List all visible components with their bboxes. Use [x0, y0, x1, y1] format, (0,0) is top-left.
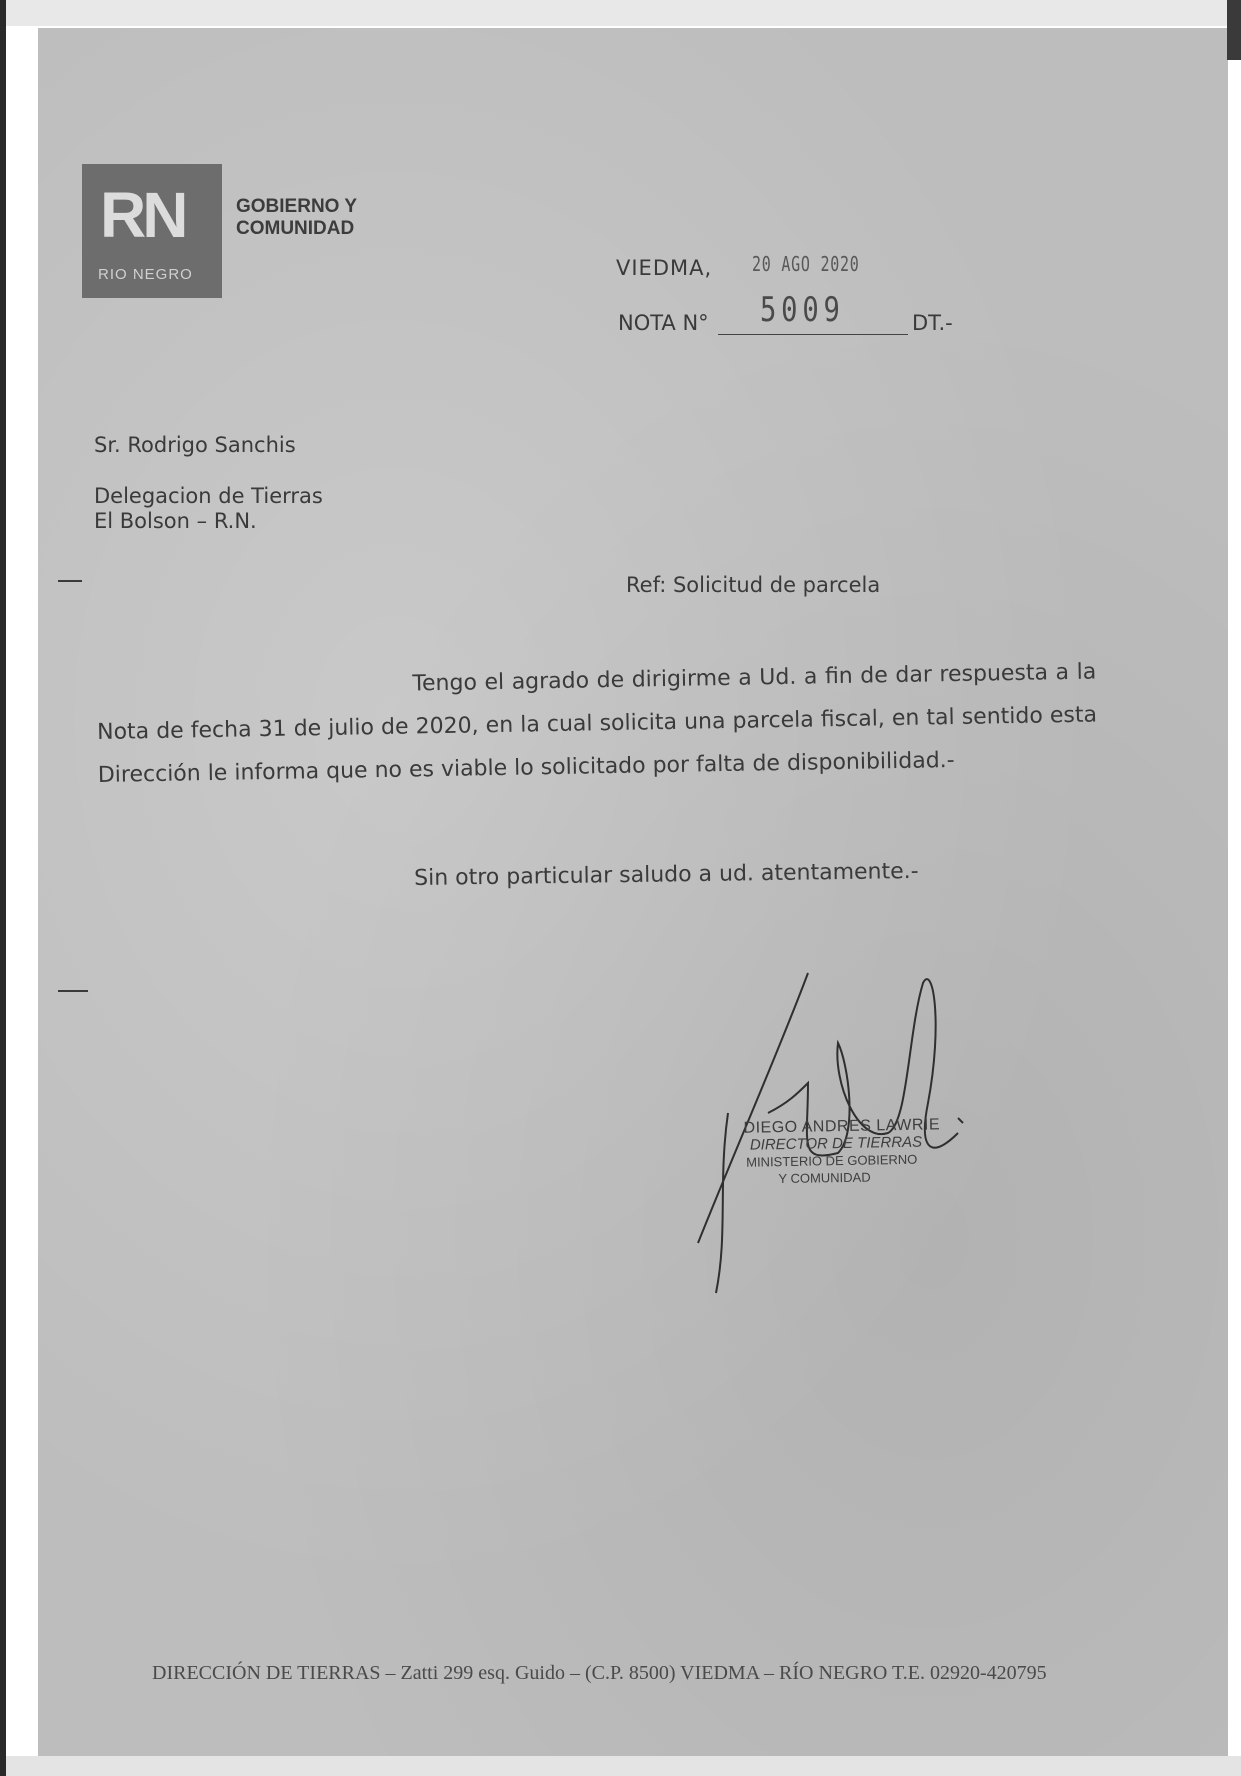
signer-ministry-2: Y COMUNIDAD	[778, 1169, 871, 1187]
date-stamp: 20 AGO 2020	[752, 252, 860, 276]
nota-number: 5009	[760, 290, 845, 330]
nota-underline	[718, 334, 908, 335]
org-line-2: COMUNIDAD	[236, 218, 355, 239]
closing-line: Sin otro particular saludo a ud. atentamente.-	[414, 858, 919, 891]
reference-line: Ref: Solicitud de parcela	[626, 573, 881, 597]
logo-subtitle: RIO NEGRO	[98, 266, 193, 283]
footer-address: DIRECCIÓN DE TIERRAS – Zatti 299 esq. Guido – (C.P. 8500) VIEDMA – RÍO NEGRO T.E. 02920-420795	[152, 1662, 1047, 1684]
organization-name	[236, 196, 396, 240]
scan-left-edge	[0, 0, 6, 1776]
recipient-name: Sr. Rodrigo Sanchis	[94, 433, 296, 457]
letter-page	[38, 28, 1228, 1756]
nota-label: NOTA N°	[618, 311, 709, 335]
signer-ministry: MINISTERIO DE GOBIERNO	[746, 1151, 918, 1170]
letter-body: Tengo el agrado de dirigirme a Ud. a fin de dar respuesta a la Nota de fecha 31 de julio de 2020, en la cual solicita una parcela fiscal, en tal sentido esta Dirección le informa que no es viable lo solicitado por falta de disponibilidad.-	[96, 659, 1098, 788]
scan-corner-shadow	[1227, 0, 1241, 60]
signer-name: DIEGO ANDRES LAWRIE	[743, 1116, 941, 1137]
city-label: VIEDMA,	[616, 256, 713, 280]
rio-negro-logo	[82, 164, 222, 298]
recipient-place: El Bolson – R.N.	[94, 509, 257, 533]
punch-hole-mark	[58, 990, 88, 992]
punch-hole-mark	[58, 580, 82, 582]
signature-stamp	[743, 1116, 944, 1187]
scan-bottom-edge	[0, 1756, 1241, 1776]
recipient-office: Delegacion de Tierras	[94, 484, 323, 508]
nota-suffix: DT.-	[912, 311, 953, 335]
scan-top-edge	[0, 0, 1241, 26]
logo-mark: RN	[100, 179, 185, 251]
signer-title: DIRECTOR DE TIERRAS	[749, 1133, 923, 1154]
org-line-1: GOBIERNO Y	[236, 196, 358, 217]
